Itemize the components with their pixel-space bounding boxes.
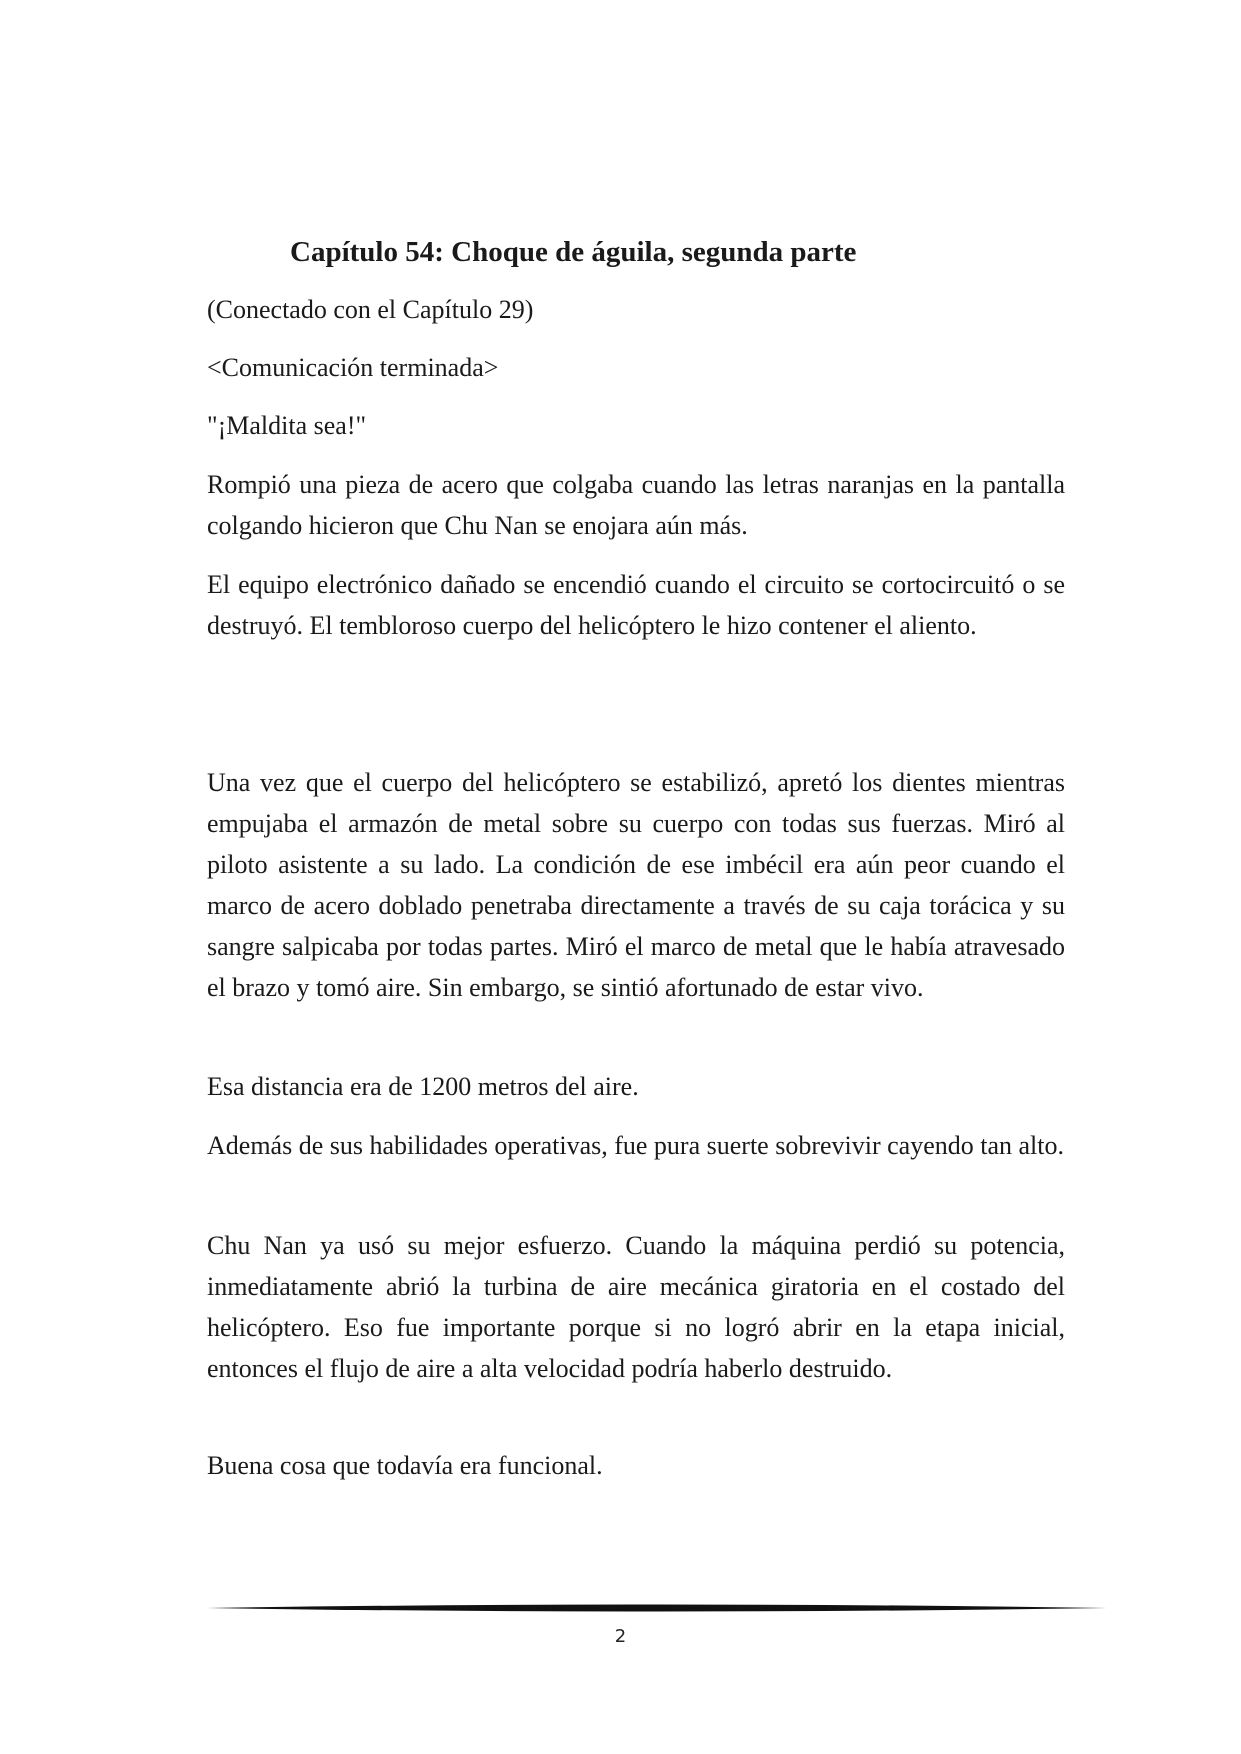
chapter-title: Capítulo 54: Choque de águila, segunda parte bbox=[290, 236, 857, 268]
page-number: 2 bbox=[614, 1626, 627, 1647]
footer-divider bbox=[207, 1602, 1107, 1614]
paragraph-electronics: El equipo electrónico dañado se encendió cuando el circuito se cortocircuitó o se destruyó. El tembloroso cuerpo del helicóptero le hizo contener el aliento. bbox=[207, 570, 1065, 640]
paragraph-steel-piece: Rompió una pieza de acero que colgaba cuando las letras naranjas en la pantalla colgando hicieron que Chu Nan se enojara aún más. bbox=[207, 470, 1065, 540]
paragraph-luck: Además de sus habilidades operativas, fue pura suerte sobrevivir cayendo tan alto. bbox=[207, 1131, 1064, 1160]
paragraph-communication-ended: <Comunicación terminada> bbox=[207, 353, 499, 382]
paragraph-distance: Esa distancia era de 1200 metros del aire. bbox=[207, 1072, 639, 1101]
paragraph-helicopter-stabilized: Una vez que el cuerpo del helicóptero se estabilizó, apretó los dientes mientras empujaba el armazón de metal sobre su cuerpo con todas sus fuerzas. Miró al piloto asistente a su lado. La condición de ese imbécil era aún peor cuando el marco de acero doblado penetraba directamente a través de su caja torácica y su sangre salpicaba por todas partes. Miró el marco de metal que le había atravesado el brazo y tomó aire. Sin embargo, se sintió afortunado de estar vivo. bbox=[207, 768, 1065, 1002]
paragraph-functional: Buena cosa que todavía era funcional. bbox=[207, 1451, 603, 1480]
paragraph-exclamation: "¡Maldita sea!" bbox=[207, 411, 367, 440]
paragraph-connection-note: (Conectado con el Capítulo 29) bbox=[207, 295, 534, 324]
paragraph-turbine: Chu Nan ya usó su mejor esfuerzo. Cuando la máquina perdió su potencia, inmediatamente abrió la turbina de aire mecánica giratoria en el costado del helicóptero. Eso fue importante porque si no logró abrir en la etapa inicial, entonces el flujo de aire a alta velocidad podría haberlo destruido. bbox=[207, 1231, 1065, 1383]
